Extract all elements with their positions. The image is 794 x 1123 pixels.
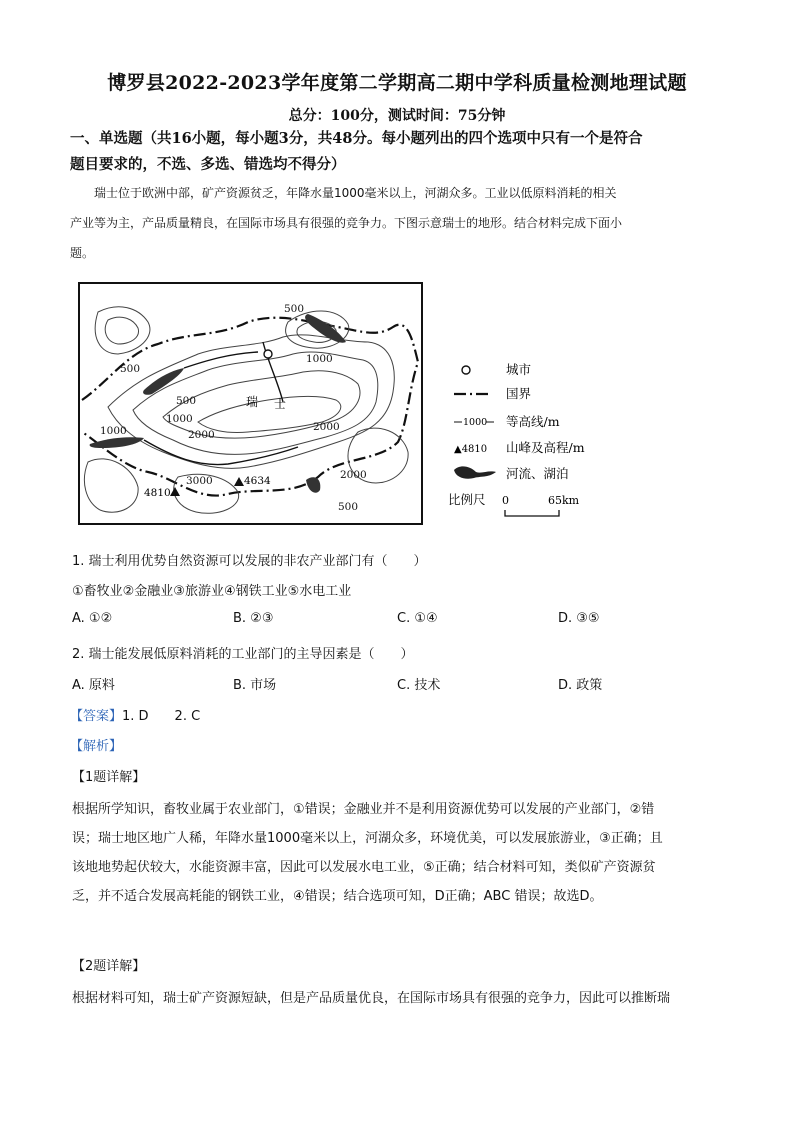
contour-label: 2000 bbox=[188, 429, 215, 441]
exam-title: 博罗县2022-2023学年度第二学期高二期中学科质量检测地理试题 bbox=[107, 72, 687, 94]
question-1-stem: 1. 瑞士利用优势自然资源可以发展的非农产业部门有（ ） bbox=[72, 554, 427, 569]
analysis-tag: 【解析】 bbox=[70, 739, 123, 754]
legend-border-label: 国界 bbox=[506, 386, 532, 401]
exam-subtitle: 总分：100分，测试时间：75分钟 bbox=[288, 108, 506, 124]
q1-detail-line2: 误；瑞士地区地广人稀，年降水量1000毫米以上，河湖众多，环境优美，可以发展旅游业，③正确；且 bbox=[72, 831, 663, 846]
contour-label: 1000 bbox=[100, 425, 127, 437]
legend-city-label: 城市 bbox=[506, 362, 532, 377]
q2-option-b[interactable]: B. 市场 bbox=[233, 678, 277, 693]
peak-label: 4810 bbox=[144, 487, 171, 499]
peak-label: 4634 bbox=[244, 475, 271, 487]
contour-label: 1000 bbox=[166, 413, 193, 425]
q1-option-a[interactable]: A. ①② bbox=[72, 611, 113, 626]
legend-contour-sample: 1000 bbox=[463, 417, 488, 428]
legend-water-icon bbox=[454, 466, 496, 478]
contour-label: 2000 bbox=[340, 469, 367, 481]
legend-contour-label: 等高线/m bbox=[506, 414, 560, 429]
map-svg bbox=[78, 282, 590, 528]
q2-option-c[interactable]: C. 技术 bbox=[397, 678, 441, 693]
material-line1-text: 瑞士位于欧洲中部，矿产资源贫乏，年降水量1000毫米以上，河湖众多。工业以低原料消耗的相关 bbox=[94, 186, 617, 200]
q2-detail-line1: 根据材料可知，瑞士矿产资源短缺，但是产品质量优良，在国际市场具有很强的竞争力，因此可以推断瑞 bbox=[72, 991, 671, 1006]
q1-detail-line4: 乏，并不适合发展高耗能的钢铁工业，④错误；结合选项可知，D正确；ABC 错误；故选D。 bbox=[72, 889, 603, 904]
q2-option-a[interactable]: A. 原料 bbox=[72, 678, 115, 693]
legend-peak-label: 山峰及高程/m bbox=[506, 440, 585, 455]
lake-lugano bbox=[306, 477, 320, 493]
contour-label: 500 bbox=[176, 395, 197, 407]
q1-option-c[interactable]: C. ①④ bbox=[397, 611, 438, 626]
question-2-stem: 2. 瑞士能发展低原料消耗的工业部门的主导因素是（ ） bbox=[72, 647, 414, 662]
q2-option-d[interactable]: D. 政策 bbox=[558, 678, 603, 693]
answer-tag: 【答案】 bbox=[70, 709, 123, 724]
q1-option-d[interactable]: D. ③⑤ bbox=[558, 611, 600, 626]
q2-detail-heading: 【2题详解】 bbox=[72, 959, 146, 974]
peak-triangle-icon bbox=[170, 487, 180, 496]
peak-4634 bbox=[234, 475, 271, 487]
material-line2: 产业等为主，产品质量精良，在国际市场具有很强的竞争力。下图示意瑞士的地形。结合材料完成下面小 bbox=[70, 216, 623, 230]
q1-option-b[interactable]: B. ②③ bbox=[233, 611, 274, 626]
lake-geneva bbox=[90, 437, 144, 448]
contour-label: 500 bbox=[120, 363, 141, 375]
switzerland-terrain-map bbox=[78, 282, 590, 528]
legend-city-icon bbox=[462, 366, 470, 374]
q1-detail-heading: 【1题详解】 bbox=[72, 770, 146, 785]
country-label-char1: 瑞 bbox=[246, 395, 259, 409]
answer-row bbox=[70, 705, 200, 724]
legend-scale-zero: 0 bbox=[502, 494, 509, 507]
section-heading-line1: 一、单选题（共16小题，每小题3分，共48分。每小题列出的四个选项中只有一个是符合 bbox=[70, 130, 643, 147]
peak-4810 bbox=[144, 487, 180, 499]
country-label-char2: 士 bbox=[274, 397, 287, 411]
section-heading-line2: 题目要求的，不选、多选、错选均不得分） bbox=[70, 156, 346, 173]
legend-water-label: 河流、湖泊 bbox=[506, 466, 569, 481]
legend-scale-km: 65km bbox=[548, 494, 580, 507]
contour-label: 1000 bbox=[306, 353, 333, 365]
peak-triangle-icon bbox=[234, 477, 244, 486]
contour-label: 500 bbox=[338, 501, 359, 513]
q1-detail-line1: 根据所学知识，畜牧业属于农业部门，①错误；金融业并不是利用资源优势可以发展的产业部门，②错 bbox=[72, 802, 655, 817]
scale-bar bbox=[505, 510, 559, 516]
legend-scale-label: 比例尺 bbox=[448, 492, 486, 507]
legend-peak-sample: ▲4810 bbox=[454, 444, 488, 455]
question-1-choices: ①畜牧业②金融业③旅游业④钢铁工业⑤水电工业 bbox=[72, 584, 352, 599]
material-line3: 题。 bbox=[70, 246, 95, 260]
q1-detail-line3: 该地地势起伏较大，水能资源丰富，因此可以发展水电工业，⑤正确；结合材料可知，类似矿产资源贫 bbox=[72, 860, 656, 875]
material-line1 bbox=[70, 180, 720, 206]
contour-label: 500 bbox=[284, 303, 305, 315]
city-marker bbox=[264, 350, 272, 358]
answer-values: 1. D 2. C bbox=[122, 709, 201, 724]
contour-label: 2000 bbox=[313, 421, 340, 433]
contour-label: 3000 bbox=[186, 475, 213, 487]
map-legend bbox=[448, 362, 585, 516]
